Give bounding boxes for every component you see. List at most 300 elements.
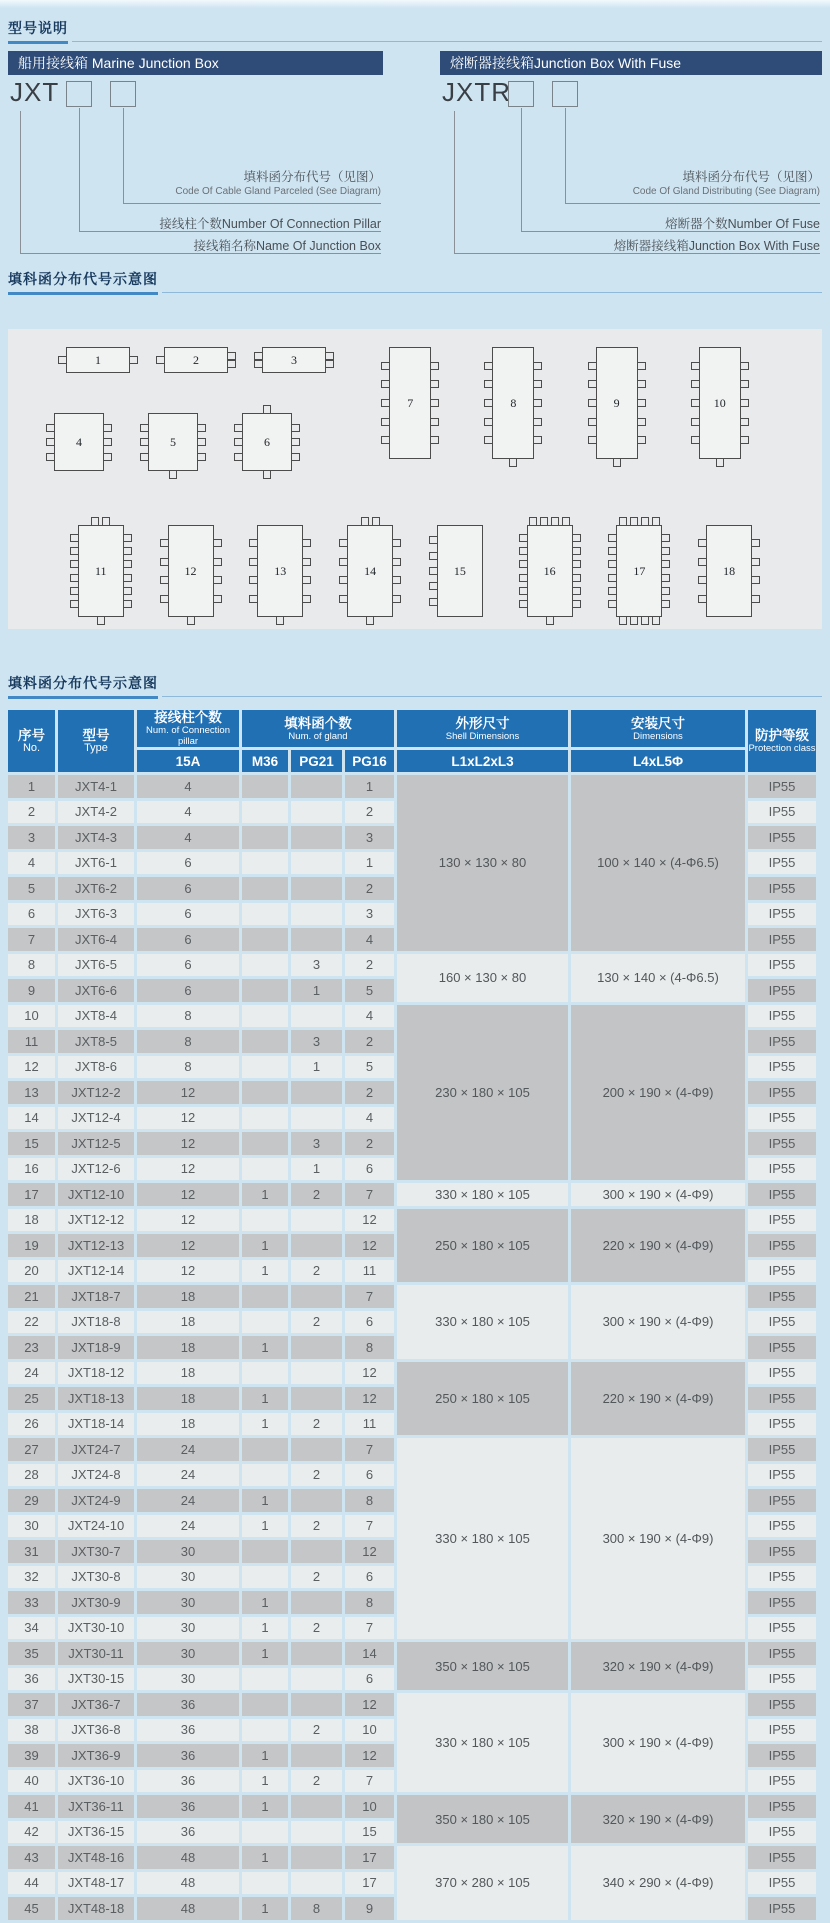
gland-tab bbox=[661, 574, 670, 582]
gland-box-16 bbox=[527, 525, 573, 617]
header-cn: 防护等级 bbox=[755, 728, 809, 743]
cell-pg21: 1 bbox=[291, 1056, 342, 1079]
gland-tab bbox=[691, 418, 700, 426]
cell-protection-class: IP55 bbox=[748, 801, 816, 824]
gland-tab bbox=[430, 362, 439, 370]
cell-15a: 12 bbox=[137, 1209, 239, 1232]
gland-tab bbox=[70, 600, 79, 608]
cell-pg21 bbox=[291, 1795, 342, 1818]
cell-15a: 18 bbox=[137, 1311, 239, 1334]
cell-m36 bbox=[242, 1311, 288, 1334]
gland-tab bbox=[129, 356, 138, 364]
model-digit-box bbox=[508, 81, 534, 107]
header-type bbox=[58, 710, 134, 772]
gland-tab bbox=[588, 399, 597, 407]
cell-m36 bbox=[242, 1566, 288, 1589]
gland-tab bbox=[529, 517, 537, 526]
cell-m36: 1 bbox=[242, 1336, 288, 1359]
cell-protection-class: IP55 bbox=[748, 1770, 816, 1793]
gland-tab bbox=[637, 362, 646, 370]
gland-tab bbox=[641, 616, 649, 625]
subheader-pg21: PG21 bbox=[291, 750, 342, 772]
header-no bbox=[8, 710, 55, 772]
cell-no: 4 bbox=[8, 852, 55, 875]
table-row bbox=[8, 1693, 816, 1716]
model-digit-box bbox=[66, 81, 92, 107]
cell-15a: 30 bbox=[137, 1642, 239, 1665]
cell-15a: 48 bbox=[137, 1897, 239, 1920]
cell-pg16: 2 bbox=[345, 1132, 394, 1155]
cell-type: JXT18-14 bbox=[58, 1413, 134, 1436]
cell-protection-class: IP55 bbox=[748, 1464, 816, 1487]
cell-pg16: 2 bbox=[345, 1081, 394, 1104]
gland-tab bbox=[608, 547, 617, 555]
cell-no: 3 bbox=[8, 826, 55, 849]
gland-box-number: 18 bbox=[723, 563, 736, 578]
gland-tab bbox=[302, 558, 311, 566]
table-row bbox=[8, 775, 816, 798]
cell-no: 6 bbox=[8, 903, 55, 926]
cell-m36 bbox=[242, 1056, 288, 1079]
gland-tab bbox=[608, 587, 617, 595]
gland-tab bbox=[123, 560, 132, 568]
cell-m36 bbox=[242, 1030, 288, 1053]
cell-type: JXT12-4 bbox=[58, 1107, 134, 1130]
cell-15a: 6 bbox=[137, 979, 239, 1002]
gland-tab bbox=[140, 453, 149, 461]
cell-no: 20 bbox=[8, 1260, 55, 1283]
cell-15a: 18 bbox=[137, 1285, 239, 1308]
cell-pg21: 2 bbox=[291, 1770, 342, 1793]
gland-tab bbox=[546, 616, 554, 625]
cell-mount-dimensions: 320 × 190 × (4-Φ9) bbox=[571, 1795, 745, 1843]
gland-tab bbox=[430, 418, 439, 426]
cell-mount-dimensions: 220 × 190 × (4-Φ9) bbox=[571, 1362, 745, 1436]
cell-protection-class: IP55 bbox=[748, 928, 816, 951]
cell-m36 bbox=[242, 877, 288, 900]
cell-pg16: 6 bbox=[345, 1311, 394, 1334]
cell-pg16: 7 bbox=[345, 1285, 394, 1308]
cell-m36 bbox=[242, 775, 288, 798]
gland-tab bbox=[103, 424, 112, 432]
gland-tab bbox=[70, 574, 79, 582]
gland-tab bbox=[608, 560, 617, 568]
cell-m36 bbox=[242, 1872, 288, 1895]
cell-m36 bbox=[242, 1693, 288, 1716]
gland-tab bbox=[572, 574, 581, 582]
cell-pg21 bbox=[291, 801, 342, 824]
cell-no: 14 bbox=[8, 1107, 55, 1130]
cell-15a: 24 bbox=[137, 1438, 239, 1461]
cell-protection-class: IP55 bbox=[748, 1107, 816, 1130]
cell-pg16: 6 bbox=[345, 1158, 394, 1181]
gland-tab bbox=[608, 600, 617, 608]
table-row bbox=[8, 1795, 816, 1818]
cell-pg16: 12 bbox=[345, 1209, 394, 1232]
gland-tab bbox=[123, 574, 132, 582]
gland-tab bbox=[716, 458, 724, 467]
gland-tab bbox=[213, 595, 222, 603]
gland-tab bbox=[740, 436, 749, 444]
table-row bbox=[8, 1438, 816, 1461]
header-en: Num. of gland bbox=[288, 730, 348, 742]
cell-protection-class: IP55 bbox=[748, 979, 816, 1002]
gland-tab bbox=[698, 558, 707, 566]
cell-pg21: 3 bbox=[291, 1132, 342, 1155]
gland-tab bbox=[213, 539, 222, 547]
cell-m36 bbox=[242, 1158, 288, 1181]
model-digit-box bbox=[110, 81, 136, 107]
gland-box-7 bbox=[389, 347, 431, 459]
gland-tab bbox=[484, 362, 493, 370]
cell-type: JXT36-15 bbox=[58, 1821, 134, 1844]
gland-tab bbox=[197, 424, 206, 432]
cell-no: 25 bbox=[8, 1387, 55, 1410]
connector-line bbox=[79, 108, 80, 231]
gland-tab bbox=[652, 616, 660, 625]
header-en: Num. of Connection pillar bbox=[146, 725, 230, 747]
section-model-explanation-title bbox=[8, 18, 822, 44]
cell-pg16: 6 bbox=[345, 1668, 394, 1691]
cell-15a: 18 bbox=[137, 1387, 239, 1410]
cell-m36 bbox=[242, 1005, 288, 1028]
gland-tab bbox=[751, 595, 760, 603]
model-label-fuse-count: 熔断器个数Number Of Fuse bbox=[665, 217, 820, 231]
cell-shell-dimensions: 350 × 180 × 105 bbox=[397, 1642, 568, 1690]
cell-15a: 48 bbox=[137, 1872, 239, 1895]
gland-tab bbox=[213, 576, 222, 584]
header-en: Protection class bbox=[748, 743, 816, 754]
cell-pg16: 7 bbox=[345, 1515, 394, 1538]
gland-tab bbox=[160, 595, 169, 603]
cell-no: 8 bbox=[8, 954, 55, 977]
gland-tab bbox=[698, 539, 707, 547]
gland-tab bbox=[430, 436, 439, 444]
gland-tab bbox=[588, 418, 597, 426]
model-label-gland-code bbox=[633, 170, 820, 198]
cell-no: 27 bbox=[8, 1438, 55, 1461]
title-rule bbox=[162, 696, 822, 697]
cell-pg21: 2 bbox=[291, 1260, 342, 1283]
gland-tab bbox=[637, 436, 646, 444]
gland-tab bbox=[291, 453, 300, 461]
cell-pg21 bbox=[291, 1387, 342, 1410]
title-rule bbox=[72, 41, 822, 42]
gland-tab bbox=[276, 616, 284, 625]
gland-tab bbox=[291, 438, 300, 446]
gland-tab bbox=[372, 517, 380, 526]
gland-tab bbox=[519, 534, 528, 542]
gland-tab bbox=[263, 470, 271, 479]
gland-tab bbox=[661, 600, 670, 608]
header-mount-dimensions bbox=[571, 710, 745, 747]
cell-15a: 12 bbox=[137, 1183, 239, 1206]
cell-pg16: 6 bbox=[345, 1464, 394, 1487]
gland-tab bbox=[234, 453, 243, 461]
cell-15a: 12 bbox=[137, 1234, 239, 1257]
cell-type: JXT8-4 bbox=[58, 1005, 134, 1028]
cell-protection-class: IP55 bbox=[748, 1209, 816, 1232]
label-en: Code Of Cable Gland Parceled (See Diagram) bbox=[175, 186, 381, 197]
cell-protection-class: IP55 bbox=[748, 1540, 816, 1563]
cell-mount-dimensions: 300 × 190 × (4-Φ9) bbox=[571, 1183, 745, 1206]
cell-15a: 24 bbox=[137, 1515, 239, 1538]
cell-pg21 bbox=[291, 775, 342, 798]
cell-shell-dimensions: 330 × 180 × 105 bbox=[397, 1183, 568, 1206]
cell-pg16: 3 bbox=[345, 826, 394, 849]
gland-tab bbox=[381, 399, 390, 407]
cell-15a: 36 bbox=[137, 1744, 239, 1767]
cell-shell-dimensions: 250 × 180 × 105 bbox=[397, 1209, 568, 1283]
label-cn: 填料函分布代号（见图） bbox=[243, 170, 381, 184]
gland-tab bbox=[103, 453, 112, 461]
cell-m36: 1 bbox=[242, 1260, 288, 1283]
cell-pg16: 6 bbox=[345, 1566, 394, 1589]
gland-tab bbox=[608, 534, 617, 542]
cell-15a: 36 bbox=[137, 1821, 239, 1844]
gland-tab bbox=[392, 539, 401, 547]
gland-box-number: 12 bbox=[184, 563, 197, 578]
cell-pg16: 8 bbox=[345, 1336, 394, 1359]
cell-pg16: 12 bbox=[345, 1362, 394, 1385]
cell-type: JXT4-2 bbox=[58, 801, 134, 824]
cell-shell-dimensions: 350 × 180 × 105 bbox=[397, 1795, 568, 1843]
gland-diagram-panel bbox=[8, 329, 822, 629]
gland-box-number: 11 bbox=[94, 563, 107, 578]
gland-tab bbox=[691, 362, 700, 370]
gland-box-number: 2 bbox=[193, 352, 199, 367]
cell-type: JXT24-8 bbox=[58, 1464, 134, 1487]
cell-protection-class: IP55 bbox=[748, 1336, 816, 1359]
cell-pg21 bbox=[291, 1005, 342, 1028]
cell-type: JXT4-3 bbox=[58, 826, 134, 849]
model-diagram-jxt bbox=[8, 77, 383, 259]
gland-tab bbox=[160, 558, 169, 566]
model-diagram-jxtr bbox=[440, 77, 822, 259]
cell-protection-class: IP55 bbox=[748, 1744, 816, 1767]
gland-tab bbox=[58, 356, 67, 364]
cell-m36 bbox=[242, 928, 288, 951]
cell-m36 bbox=[242, 1719, 288, 1742]
table-row bbox=[8, 1846, 816, 1869]
cell-pg16: 11 bbox=[345, 1260, 394, 1283]
cell-m36: 1 bbox=[242, 1387, 288, 1410]
gland-tab bbox=[533, 362, 542, 370]
table-row bbox=[8, 1209, 816, 1232]
cell-pg21: 2 bbox=[291, 1515, 342, 1538]
gland-tab bbox=[339, 576, 348, 584]
cell-pg16: 5 bbox=[345, 979, 394, 1002]
cell-15a: 8 bbox=[137, 1005, 239, 1028]
cell-protection-class: IP55 bbox=[748, 1387, 816, 1410]
cell-pg16: 12 bbox=[345, 1693, 394, 1716]
gland-tab bbox=[102, 517, 110, 526]
gland-tab bbox=[123, 600, 132, 608]
cell-protection-class: IP55 bbox=[748, 1617, 816, 1640]
gland-tab bbox=[70, 560, 79, 568]
gland-tab bbox=[302, 576, 311, 584]
cell-m36: 1 bbox=[242, 1642, 288, 1665]
gland-tab bbox=[302, 595, 311, 603]
gland-tab bbox=[361, 517, 369, 526]
gland-tab bbox=[325, 352, 334, 360]
cell-15a: 12 bbox=[137, 1132, 239, 1155]
cell-no: 41 bbox=[8, 1795, 55, 1818]
cell-pg21 bbox=[291, 1693, 342, 1716]
gland-tab bbox=[392, 558, 401, 566]
cell-pg21: 3 bbox=[291, 954, 342, 977]
gland-tab bbox=[588, 380, 597, 388]
gland-tab bbox=[392, 576, 401, 584]
cell-type: JXT18-12 bbox=[58, 1362, 134, 1385]
cell-15a: 18 bbox=[137, 1362, 239, 1385]
gland-box-number: 13 bbox=[274, 563, 287, 578]
gland-box-number: 17 bbox=[633, 563, 646, 578]
gland-tab bbox=[533, 399, 542, 407]
cell-pg21: 2 bbox=[291, 1183, 342, 1206]
gland-tab bbox=[630, 616, 638, 625]
cell-type: JXT12-14 bbox=[58, 1260, 134, 1283]
cell-protection-class: IP55 bbox=[748, 1158, 816, 1181]
gland-tab bbox=[263, 405, 271, 414]
cell-pg16: 10 bbox=[345, 1795, 394, 1818]
cell-pg21: 2 bbox=[291, 1617, 342, 1640]
cell-15a: 6 bbox=[137, 954, 239, 977]
cell-pg21 bbox=[291, 852, 342, 875]
cell-15a: 6 bbox=[137, 852, 239, 875]
cell-pg21 bbox=[291, 1336, 342, 1359]
cell-type: JXT8-6 bbox=[58, 1056, 134, 1079]
cell-pg16: 7 bbox=[345, 1183, 394, 1206]
gland-box-number: 1 bbox=[95, 352, 101, 367]
cell-shell-dimensions: 130 × 130 × 80 bbox=[397, 775, 568, 951]
gland-tab bbox=[91, 517, 99, 526]
gland-tab bbox=[302, 539, 311, 547]
gland-tab bbox=[562, 517, 570, 526]
spec-table bbox=[5, 707, 819, 1923]
gland-tab bbox=[140, 424, 149, 432]
table-row bbox=[8, 1005, 816, 1028]
cell-15a: 6 bbox=[137, 877, 239, 900]
gland-tab bbox=[392, 595, 401, 603]
cell-shell-dimensions: 330 × 180 × 105 bbox=[397, 1285, 568, 1359]
cell-pg16: 11 bbox=[345, 1413, 394, 1436]
gland-box-number: 10 bbox=[713, 395, 726, 410]
cell-protection-class: IP55 bbox=[748, 877, 816, 900]
cell-no: 28 bbox=[8, 1464, 55, 1487]
gland-tab bbox=[381, 380, 390, 388]
cell-m36: 1 bbox=[242, 1897, 288, 1920]
gland-tab bbox=[588, 362, 597, 370]
cell-15a: 18 bbox=[137, 1336, 239, 1359]
gland-box-18 bbox=[706, 525, 752, 617]
connector-line bbox=[565, 108, 566, 203]
cell-no: 11 bbox=[8, 1030, 55, 1053]
cell-protection-class: IP55 bbox=[748, 1132, 816, 1155]
cell-15a: 18 bbox=[137, 1413, 239, 1436]
cell-15a: 30 bbox=[137, 1591, 239, 1614]
cell-pg21 bbox=[291, 1362, 342, 1385]
page-title: 型号说明 bbox=[8, 18, 68, 44]
cell-no: 36 bbox=[8, 1668, 55, 1691]
gland-tab bbox=[254, 360, 263, 368]
cell-pg16: 10 bbox=[345, 1719, 394, 1742]
gland-tab bbox=[46, 453, 55, 461]
cell-no: 5 bbox=[8, 877, 55, 900]
cell-protection-class: IP55 bbox=[748, 1005, 816, 1028]
model-label-pillar-count: 接线柱个数Number Of Connection Pillar bbox=[159, 217, 381, 231]
gland-tab bbox=[588, 436, 597, 444]
cell-no: 29 bbox=[8, 1489, 55, 1512]
cell-no: 15 bbox=[8, 1132, 55, 1155]
cell-15a: 8 bbox=[137, 1030, 239, 1053]
cell-15a: 36 bbox=[137, 1693, 239, 1716]
subheader-l4l5: L4xL5Φ bbox=[571, 750, 745, 772]
gland-tab bbox=[637, 380, 646, 388]
cell-15a: 12 bbox=[137, 1158, 239, 1181]
cell-protection-class: IP55 bbox=[748, 1642, 816, 1665]
label-en: Code Of Gland Distributing (See Diagram) bbox=[632, 186, 820, 197]
cell-type: JXT48-16 bbox=[58, 1846, 134, 1869]
cell-15a: 8 bbox=[137, 1056, 239, 1079]
gland-box-number: 7 bbox=[407, 395, 414, 410]
subheader-15a: 15A bbox=[137, 750, 239, 772]
gland-box-6 bbox=[242, 413, 292, 471]
gland-tab bbox=[234, 424, 243, 432]
cell-m36 bbox=[242, 954, 288, 977]
gland-box-13 bbox=[257, 525, 303, 617]
cell-pg16: 7 bbox=[345, 1770, 394, 1793]
cell-m36 bbox=[242, 1464, 288, 1487]
gland-tab bbox=[484, 399, 493, 407]
cell-m36: 1 bbox=[242, 1846, 288, 1869]
cell-15a: 12 bbox=[137, 1107, 239, 1130]
subheader-l1l2l3: L1xL2xL3 bbox=[397, 750, 568, 772]
cell-15a: 24 bbox=[137, 1489, 239, 1512]
gland-box-number: 16 bbox=[543, 563, 556, 578]
cell-type: JXT36-9 bbox=[58, 1744, 134, 1767]
cell-15a: 36 bbox=[137, 1770, 239, 1793]
gland-tab bbox=[613, 458, 621, 467]
cell-pg21: 8 bbox=[291, 1897, 342, 1920]
cell-m36 bbox=[242, 1285, 288, 1308]
table-row bbox=[8, 1285, 816, 1308]
gland-tab bbox=[533, 380, 542, 388]
gland-tab bbox=[691, 436, 700, 444]
cell-pg21 bbox=[291, 1642, 342, 1665]
gland-tab bbox=[572, 587, 581, 595]
cell-pg16: 12 bbox=[345, 1744, 394, 1767]
cell-type: JXT6-6 bbox=[58, 979, 134, 1002]
cell-pg16: 7 bbox=[345, 1617, 394, 1640]
cell-protection-class: IP55 bbox=[748, 1821, 816, 1844]
cell-pg21 bbox=[291, 928, 342, 951]
cell-no: 1 bbox=[8, 775, 55, 798]
cell-pg16: 17 bbox=[345, 1846, 394, 1869]
cell-m36 bbox=[242, 1209, 288, 1232]
gland-box-number: 5 bbox=[170, 434, 176, 449]
cell-protection-class: IP55 bbox=[748, 1362, 816, 1385]
gland-tab bbox=[430, 399, 439, 407]
label-cn: 填料函分布代号（见图） bbox=[682, 170, 820, 184]
cell-pg21 bbox=[291, 1668, 342, 1691]
cell-m36 bbox=[242, 1081, 288, 1104]
cell-pg21 bbox=[291, 1107, 342, 1130]
cell-shell-dimensions: 370 × 280 × 105 bbox=[397, 1846, 568, 1920]
cell-pg16: 12 bbox=[345, 1387, 394, 1410]
gland-tab bbox=[140, 438, 149, 446]
cell-mount-dimensions: 300 × 190 × (4-Φ9) bbox=[571, 1693, 745, 1792]
